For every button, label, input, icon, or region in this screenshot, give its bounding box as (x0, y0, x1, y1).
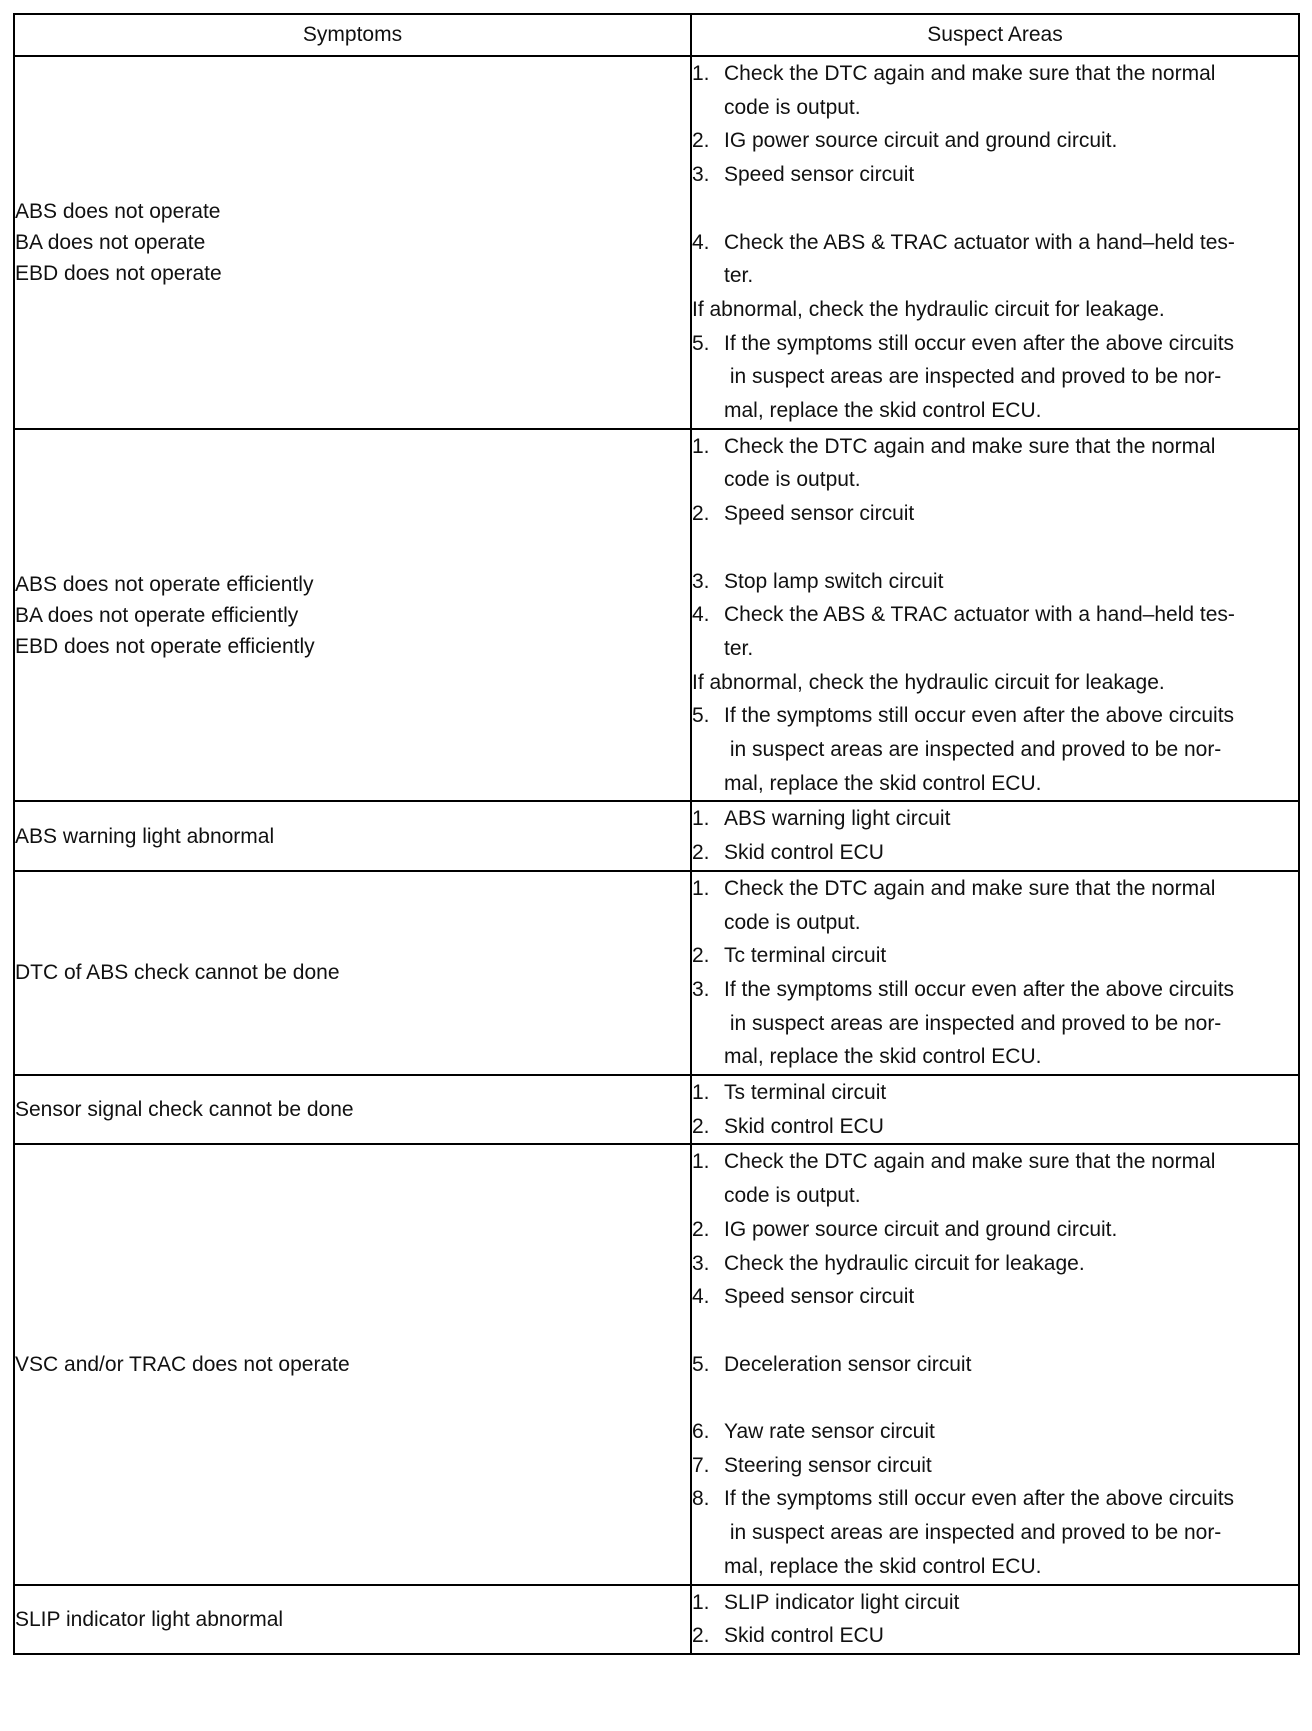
item-text: Check the ABS & TRAC actuator with a hand–held tes- (724, 230, 1235, 254)
symptom-text: BA does not operate efficiently (15, 603, 299, 627)
item-number: 3. (692, 977, 710, 1001)
item-text: IG power source circuit and ground circuit. (724, 1217, 1118, 1241)
item-number: 4. (692, 603, 710, 627)
item-text: ter. (724, 264, 754, 288)
item-text: Deceleration sensor circuit (724, 1352, 972, 1376)
item-text: mal, replace the skid control ECU. (724, 1554, 1042, 1578)
suspect-area-item (692, 1348, 1298, 1382)
item-text: mal, replace the skid control ECU. (724, 1045, 1042, 1069)
item-text: IG power source circuit and ground circuit. (724, 129, 1118, 153)
symptom-text: DTC of ABS check cannot be done (15, 961, 340, 985)
area-note-text: If abnormal, check the hydraulic circuit for leakage. (692, 670, 1165, 694)
suspect-area-item (692, 802, 1298, 836)
symptom-cell (14, 1585, 691, 1654)
item-text: Speed sensor circuit (724, 1285, 915, 1309)
item-text: Check the DTC again and make sure that the normal (724, 876, 1216, 900)
suspect-area-item (692, 1076, 1298, 1110)
symptom-cell (14, 1144, 691, 1584)
suspect-area-item (692, 1280, 1298, 1314)
item-text: Skid control ECU (724, 1114, 884, 1138)
table-row (14, 1075, 1299, 1144)
item-number: 2. (692, 502, 710, 526)
spacer (692, 1314, 1298, 1348)
suspect-area-item (692, 1415, 1298, 1449)
item-text: Check the ABS & TRAC actuator with a hand–held tes- (724, 603, 1235, 627)
spacer (692, 192, 1298, 226)
item-text: Check the hydraulic circuit for leakage. (724, 1251, 1085, 1275)
item-text: If the symptoms still occur even after the above circuits (724, 977, 1235, 1001)
table-row (14, 56, 1299, 429)
symptom-text: SLIP indicator light abnormal (15, 1607, 284, 1631)
area-note (692, 293, 1298, 327)
suspect-area-item (692, 327, 1298, 428)
suspect-area-item (692, 1247, 1298, 1281)
item-text: If the symptoms still occur even after the above circuits (724, 704, 1235, 728)
item-text: in suspect areas are inspected and proved to be nor- (724, 365, 1222, 389)
item-text: Yaw rate sensor circuit (724, 1420, 935, 1444)
item-text: mal, replace the skid control ECU. (724, 399, 1042, 423)
item-text: Tc terminal circuit (724, 944, 887, 968)
symptom-cell (14, 871, 691, 1075)
suspect-areas-column-header: Suspect Areas (691, 14, 1299, 56)
suspect-area-item (692, 1482, 1298, 1583)
suspect-areas-cell (691, 1144, 1299, 1584)
item-text: in suspect areas are inspected and proved to be nor- (724, 1521, 1222, 1545)
spacer (692, 1381, 1298, 1415)
item-text: Steering sensor circuit (724, 1453, 932, 1477)
item-number: 1. (692, 1150, 710, 1174)
table-row (14, 1144, 1299, 1584)
table-row (14, 871, 1299, 1075)
suspect-area-item (692, 872, 1298, 939)
suspect-area-item (692, 1145, 1298, 1212)
item-text: Skid control ECU (724, 841, 884, 865)
symptoms-column-header: Symptoms (14, 14, 691, 56)
suspect-area-item (692, 124, 1298, 158)
suspect-areas-cell (691, 801, 1299, 870)
suspect-areas-cell (691, 56, 1299, 429)
item-text: Check the DTC again and make sure that the normal (724, 1150, 1216, 1174)
suspect-area-item (692, 430, 1298, 497)
item-text: in suspect areas are inspected and proved to be nor- (724, 1011, 1222, 1035)
suspect-area-item (692, 1110, 1298, 1144)
suspect-area-item (692, 1449, 1298, 1483)
item-number: 5. (692, 704, 710, 728)
item-text: mal, replace the skid control ECU. (724, 771, 1042, 795)
item-number: 3. (692, 569, 710, 593)
item-number: 1. (692, 1590, 710, 1614)
item-number: 4. (692, 1285, 710, 1309)
item-text: ter. (724, 636, 754, 660)
item-number: 2. (692, 1217, 710, 1241)
item-number: 1. (692, 62, 710, 85)
item-text: Ts terminal circuit (724, 1081, 887, 1105)
suspect-area-item (692, 226, 1298, 293)
item-text: code is output. (724, 95, 861, 119)
item-text: Check the DTC again and make sure that the normal (724, 434, 1216, 458)
item-number: 2. (692, 944, 710, 968)
item-text: Stop lamp switch circuit (724, 569, 944, 593)
item-text: in suspect areas are inspected and proved to be nor- (724, 738, 1222, 762)
item-number: 8. (692, 1487, 710, 1511)
item-text: SLIP indicator light circuit (724, 1590, 960, 1614)
item-number: 2. (692, 129, 710, 153)
item-number: 2. (692, 1624, 710, 1648)
suspect-area-item (692, 939, 1298, 973)
area-note (692, 666, 1298, 700)
item-number: 4. (692, 230, 710, 254)
symptom-cell (14, 1075, 691, 1144)
table-row (14, 801, 1299, 870)
suspect-area-item (692, 598, 1298, 665)
symptom-text: ABS warning light abnormal (15, 824, 275, 848)
symptom-text: Sensor signal check cannot be done (15, 1098, 354, 1122)
symptom-cell (14, 429, 691, 802)
symptom-text: EBD does not operate (15, 261, 222, 285)
item-number: 3. (692, 163, 710, 187)
item-text: code is output. (724, 910, 861, 934)
suspect-areas-cell (691, 871, 1299, 1075)
item-number: 5. (692, 1352, 710, 1376)
item-text: code is output. (724, 1184, 861, 1208)
symptom-text: BA does not operate (15, 230, 206, 254)
suspect-area-item (692, 565, 1298, 599)
suspect-area-item (692, 158, 1298, 192)
item-text: code is output. (724, 468, 861, 492)
area-note-text: If abnormal, check the hydraulic circuit for leakage. (692, 297, 1165, 321)
suspect-area-item (692, 973, 1298, 1074)
suspect-area-item (692, 1586, 1298, 1620)
item-number: 2. (692, 1114, 710, 1138)
item-number: 7. (692, 1453, 710, 1477)
item-number: 1. (692, 1081, 710, 1105)
suspect-area-item (692, 497, 1298, 531)
suspect-areas-cell (691, 1585, 1299, 1654)
item-text: Speed sensor circuit (724, 163, 915, 187)
item-number: 5. (692, 331, 710, 355)
table-body (14, 56, 1299, 1654)
symptom-cell (14, 56, 691, 429)
item-number: 1. (692, 434, 710, 458)
table-row (14, 429, 1299, 802)
suspect-areas-cell (691, 1075, 1299, 1144)
item-text: If the symptoms still occur even after the above circuits (724, 1487, 1235, 1511)
symptom-text: ABS does not operate (15, 199, 221, 223)
item-text: Check the DTC again and make sure that the normal (724, 62, 1216, 85)
symptom-text: ABS does not operate efficiently (15, 572, 314, 596)
table-row (14, 1585, 1299, 1654)
troubleshooting-sheet (13, 13, 1298, 1731)
table-header-row (14, 14, 1299, 56)
suspect-area-item (692, 1213, 1298, 1247)
item-number: 1. (692, 807, 710, 831)
item-text: If the symptoms still occur even after the above circuits (724, 331, 1235, 355)
suspect-area-item (692, 1619, 1298, 1653)
suspect-areas-cell (691, 429, 1299, 802)
symptom-text: EBD does not operate efficiently (15, 634, 315, 658)
item-number: 1. (692, 876, 710, 900)
item-text: ABS warning light circuit (724, 807, 951, 831)
suspect-area-item (692, 699, 1298, 800)
spacer (692, 531, 1298, 565)
suspect-area-item (692, 836, 1298, 870)
suspect-area-item (692, 57, 1298, 124)
symptom-text: VSC and/or TRAC does not operate (15, 1353, 350, 1377)
item-text: Speed sensor circuit (724, 502, 915, 526)
symptom-cell (14, 801, 691, 870)
item-text: Skid control ECU (724, 1624, 884, 1648)
problem-symptoms-table (13, 13, 1300, 1655)
item-number: 6. (692, 1420, 710, 1444)
item-number: 3. (692, 1251, 710, 1275)
item-number: 2. (692, 841, 710, 865)
